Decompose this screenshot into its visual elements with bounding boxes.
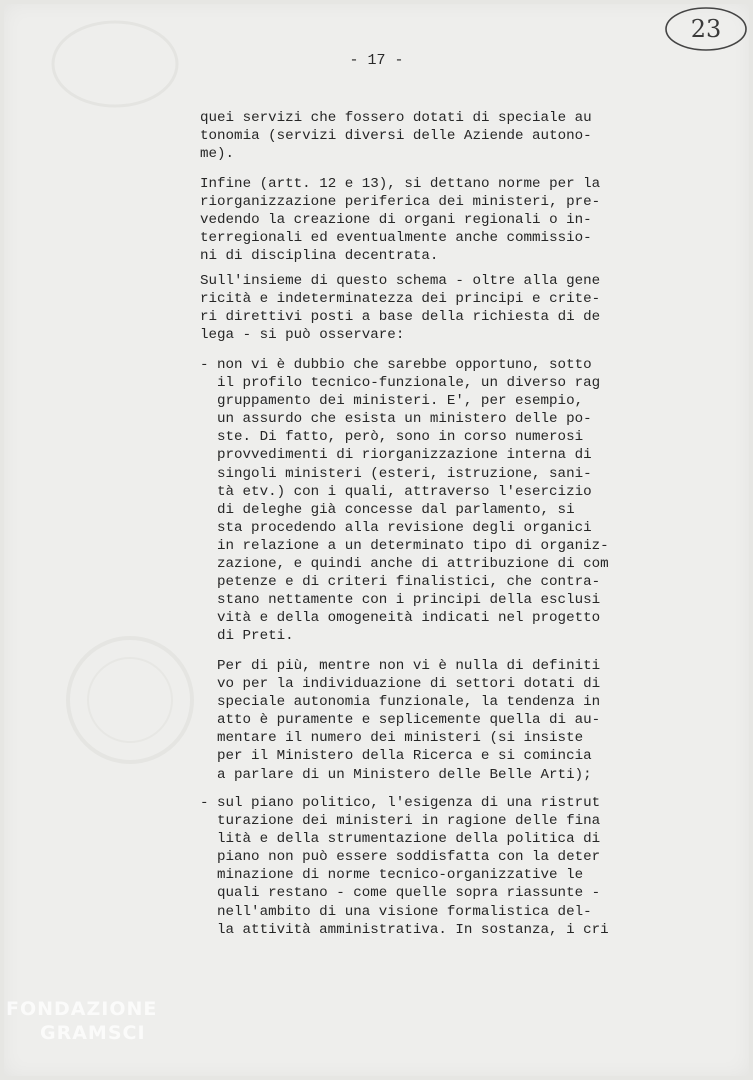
list-item-2-text: sul piano politico, l'esigenza di una ristrut turazione dei ministeri in ragione delle fina lità e della strumentazione della politica di piano non può essere soddisfatta con la deter minazione di norme tecnico-organizzative le quali restano - come quelle sopra riassunte - nell'ambito di una visione formalistica del- la attività amministrativa. In sostanza, i cri (217, 795, 609, 938)
paragraph-2: Infine (artt. 12 e 13), si dettano norme per la riorganizzazione periferica dei ministeri, pre- vedendo la creazione di organi regionali o in- terregionali ed eventualmente anche commissio- ni di disciplina decentrata. (200, 176, 601, 265)
faded-stamp-middle (55, 620, 205, 780)
paragraph-3: Sull'insieme di questo schema - oltre alla gene ricità e indeterminatezza dei principi e crite- ri direttivi posti a base della richiesta di de lega - si può osservare: (200, 273, 601, 344)
archive-watermark (6, 998, 186, 1072)
faded-stamp-top (40, 14, 190, 124)
paragraph-1: quei servizi che fossero dotati di speciale au tonomia (servizi diversi delle Aziende autono- me). (200, 110, 592, 163)
list-dash: - (200, 357, 209, 373)
archive-number-circled (662, 4, 750, 54)
watermark-line-1: FONDAZIONE (6, 998, 158, 1020)
list-dash: - (200, 795, 209, 811)
page-number: - 17 - (349, 52, 404, 69)
paragraph-4: Per di più, mentre non vi è nulla di definiti vo per la individuazione di settori dotati di speciale autonomia funzionale, la tendenza in atto è puramente e seplicemente quella di au- mentare il numero dei ministeri (si insiste per il Ministero della Ricerca e si comincia a parlare di un Ministero delle Belle Arti); (217, 658, 601, 783)
list-item-1-text: non vi è dubbio che sarebbe opportuno, sotto il profilo tecnico-funzionale, un diverso rag gruppamento dei ministeri. E', per esempio, un assurdo che esista un ministero delle po- ste. Di fatto, però, sono in corso numerosi provvedimenti di riorganizzazione interna di singoli ministeri (esteri, istruzione, sani- tà etv.) con i quali, attraverso l'esercizio di deleghe già concesse dal parlamento, si sta procedendo alla revisione degli organici in relazione a un determinato tipo di organiz- zazione, e quindi anche di attribuzione di com petenze e di criteri finalistici, che contra- stano nettamente con i principi della esclusi vità e della omogeneità indicati nel progetto di Preti. (217, 357, 609, 645)
archive-number-text: 23 (690, 15, 722, 43)
watermark-line-2: GRAMSCI (40, 1022, 146, 1044)
